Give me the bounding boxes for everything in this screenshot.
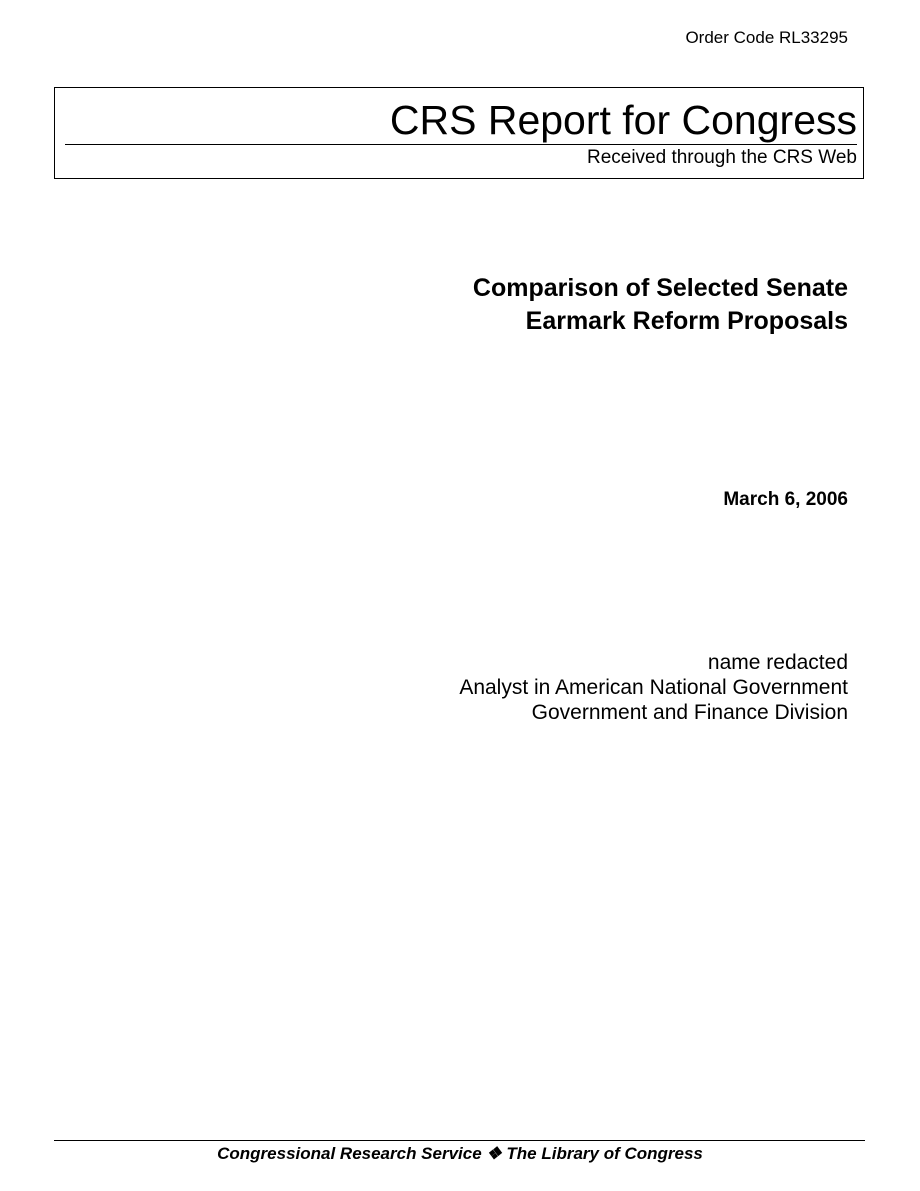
report-date: March 6, 2006: [723, 489, 848, 510]
author-block: [459, 650, 848, 725]
header-divider: [65, 144, 857, 145]
author-title: Analyst in American National Government: [459, 676, 848, 699]
footer-separator-icon: ❖: [486, 1144, 502, 1163]
footer-library: The Library of Congress: [506, 1144, 703, 1163]
author-division: Government and Finance Division: [531, 701, 848, 724]
header-title: CRS Report for Congress: [389, 97, 857, 143]
header-subtitle: Received through the CRS Web: [586, 147, 857, 168]
author-name: name redacted: [707, 651, 848, 674]
footer: [0, 1143, 920, 1165]
report-header-box: [54, 87, 864, 179]
report-title-line-2: Earmark Reform Proposals: [525, 307, 848, 335]
footer-divider: [54, 1140, 865, 1141]
footer-organization: Congressional Research Service: [217, 1144, 482, 1163]
order-code: Order Code RL33295: [685, 28, 848, 47]
report-title-line-1: Comparison of Selected Senate: [472, 274, 848, 302]
report-title: [473, 272, 848, 338]
